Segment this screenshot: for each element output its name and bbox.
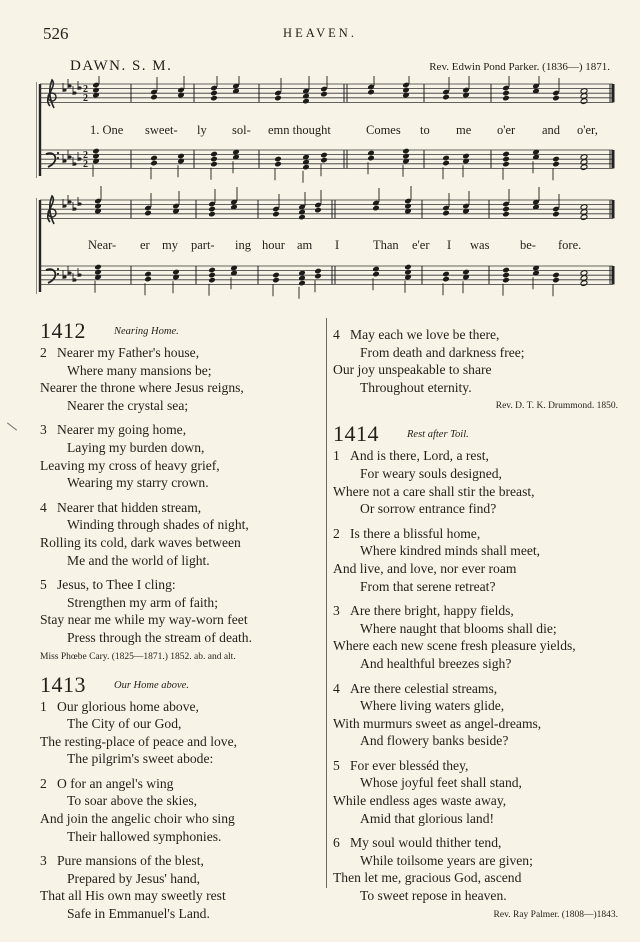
lyric-syllable: Near- [88, 238, 117, 252]
verse-line: Safe in Emmanuel's Land. [67, 906, 210, 922]
hymn-heading [333, 421, 618, 447]
verse-line: That all His own may sweetly rest [40, 888, 226, 904]
lyric-syllable: sweet- [145, 123, 178, 137]
hymn-number: 1412 [40, 318, 86, 343]
verse-line: The resting-place of peace and love, [40, 733, 238, 749]
verse-line: Laying my burden down, [67, 439, 205, 455]
lyric-syllable: fore. [558, 238, 582, 252]
author-credit: Miss Phœbe Cary. (1825—1871.) 1852. ab. and alt. [40, 651, 236, 662]
verse-line: 2 Is there a blissful home, [333, 525, 481, 541]
verse-line: Then let me, gracious God, ascend [333, 870, 522, 886]
stanza [333, 525, 618, 595]
verse-number: 6 [333, 835, 340, 851]
lyric-syllable: me [456, 123, 472, 137]
verse-line: Throughout eternity. [360, 379, 472, 395]
verse-line: To sweet repose in heaven. [360, 888, 507, 904]
verse-line: Where living waters glide, [360, 698, 505, 714]
verse-line: 4 Nearer that hidden stream, [40, 499, 202, 515]
verse-number: 3 [333, 603, 340, 619]
verse-line: While toilsome years are given; [360, 852, 533, 868]
verse-line: And join the angelic choir who sing [40, 811, 235, 827]
right-column [333, 326, 618, 930]
verse-line: Amid that glorious land! [360, 810, 495, 826]
verse-number: 4 [40, 499, 47, 515]
verse-line: 2 Nearer my Father's house, [40, 345, 200, 360]
stanza [40, 344, 322, 414]
verse-line: 5 For ever blesséd they, [333, 757, 469, 773]
running-head: HEAVEN. [283, 26, 357, 40]
verse-line: Wearing my starry crown. [67, 475, 209, 491]
hymn-number: 1414 [333, 421, 379, 447]
verse-number: 1 [40, 698, 47, 714]
lyric-syllable: hour [262, 238, 285, 252]
stanza [333, 326, 618, 396]
margin-mark [7, 422, 17, 430]
lyric-syllable: and [542, 123, 561, 137]
lyric-syllable: o'er, [577, 123, 598, 137]
lyric-syllable: ing [235, 238, 251, 252]
lyric-syllable: Than [373, 238, 399, 252]
hymn-title: Rest after Toil. [407, 429, 469, 441]
hymn-heading [40, 672, 322, 698]
stanza [333, 602, 618, 672]
lyric-syllable: er [140, 238, 150, 252]
left-column [40, 318, 322, 930]
hymn-block [333, 421, 618, 921]
hymn-title: Nearing Home. [114, 326, 179, 337]
hymn-heading [40, 318, 322, 344]
verse-line: The pilgrim's sweet abode: [67, 751, 214, 767]
verse-number: 2 [40, 775, 47, 791]
lyric-syllable: I [447, 238, 452, 252]
lyric-syllable: I [335, 238, 340, 252]
verse-number: 4 [333, 680, 340, 696]
verse-line: From that serene retreat? [360, 578, 496, 594]
lyric-syllable: sol- [232, 123, 251, 137]
lyric-syllable: am [297, 238, 313, 252]
stanza [333, 680, 618, 750]
verse-line: With murmurs sweet as angel-dreams, [333, 715, 542, 731]
stanza [40, 499, 322, 569]
verse-line: Nearer the throne where Jesus reigns, [40, 380, 244, 396]
verse-line: 4 Are there celestial streams, [333, 680, 498, 696]
verse-line: Their hallowed symphonies. [67, 828, 222, 844]
verse-line: Leaving my cross of heavy grief, [40, 457, 220, 473]
verse-line: Strengthen my arm of faith; [67, 594, 219, 610]
verse-number: 3 [40, 853, 47, 869]
lyric-syllable: be- [520, 238, 536, 252]
verse-line: Stay near me while my way-worn feet [40, 612, 248, 628]
verse-line: And live, and love, nor ever roam [333, 560, 517, 576]
verse-line: Where each new scene fresh pleasure yields, [333, 638, 576, 654]
music-score [36, 76, 616, 308]
verse-line: Nearer the crystal sea; [67, 397, 189, 413]
verse-line: Me and the world of light. [67, 552, 210, 568]
lyric-syllable: was [470, 238, 490, 252]
verse-line: 1 And is there, Lord, a rest, [333, 448, 489, 464]
verse-number: 5 [333, 757, 340, 773]
lyric-syllable: o'er [497, 123, 516, 137]
verse-line: From death and darkness free; [360, 344, 525, 360]
verse-line: 4 May each we love be there, [333, 327, 500, 342]
verse-line: 2 O for an angel's wing [40, 775, 174, 791]
verse-line: Press through the stream of death. [67, 629, 252, 645]
verse-line: Where many mansions be; [67, 362, 212, 378]
svg-text:2: 2 [83, 84, 88, 95]
hymn-block [40, 318, 322, 664]
verse-line: While endless ages waste away, [333, 793, 507, 809]
lyric-syllable: my [162, 238, 178, 252]
author-credit: Rev. D. T. K. Drummond. 1850. [495, 401, 618, 412]
verse-number: 2 [40, 345, 47, 360]
verse-line: And flowery banks beside? [360, 733, 509, 749]
stanza [40, 698, 322, 768]
verse-line: 6 My soul would thither tend, [333, 835, 502, 851]
verse-line: The City of our God, [67, 716, 182, 732]
lyric-syllable: part- [191, 238, 215, 252]
hymn-block [40, 672, 322, 923]
verse-number: 4 [333, 327, 340, 342]
stanza [333, 757, 618, 827]
verse-line: 3 Are there bright, happy fields, [333, 603, 514, 619]
verse-number: 1 [333, 448, 340, 464]
verse-line: Where not a care shall stir the breast, [333, 483, 535, 499]
lyric-syllable: Comes [366, 123, 401, 137]
stanza [40, 421, 322, 491]
verse-line: Or sorrow entrance find? [360, 501, 497, 517]
lyric-syllable: 1. One [90, 123, 124, 137]
hymn-number: 1413 [40, 671, 86, 697]
lyric-syllable: ly [197, 123, 207, 137]
verse-line: For weary souls designed, [360, 465, 502, 481]
verse-number: 5 [40, 577, 47, 593]
stanza [333, 834, 618, 904]
verse-number: 2 [333, 525, 340, 541]
page-header [0, 24, 640, 46]
verse-line: Where kindred minds shall meet, [360, 543, 541, 559]
author-credit: Rev. Ray Palmer. (1808—)1843. [493, 909, 618, 920]
tune-name: DAWN. S. M. [70, 58, 173, 74]
verse-number: 3 [40, 422, 47, 438]
verse-line: 1 Our glorious home above, [40, 698, 199, 714]
hymn-block [333, 326, 618, 413]
verse-line: Our joy unspeakable to share [333, 362, 492, 378]
verse-line: And healthful breezes sigh? [360, 655, 512, 671]
hymn-title: Our Home above. [114, 679, 189, 691]
column-divider [326, 318, 327, 888]
stanza [40, 852, 322, 922]
lyric-syllable: emn thought [268, 123, 331, 137]
verse-line: 5 Jesus, to Thee I cling: [40, 577, 176, 593]
stanza [40, 576, 322, 646]
svg-text:2: 2 [83, 93, 88, 104]
verse-line: Where naught that blooms shall die; [360, 620, 557, 636]
verse-line: Rolling its cold, dark waves between [40, 534, 241, 550]
verse-line: 3 Nearer my going home, [40, 422, 187, 438]
lyric-syllable: e'er [412, 238, 430, 252]
verse-line: To soar above the skies, [67, 793, 198, 809]
svg-text:2: 2 [83, 159, 88, 170]
verse-line: Winding through shades of night, [67, 517, 249, 533]
tune-composer: Rev. Edwin Pond Parker. (1836—) 1871. [429, 61, 610, 73]
stanza [333, 447, 618, 517]
verse-line: Prepared by Jesus' hand, [67, 870, 201, 886]
svg-text:2: 2 [83, 150, 88, 161]
lyric-syllable: to [420, 123, 430, 137]
page-number: 526 [43, 24, 69, 43]
stanza [40, 775, 322, 845]
verse-line: 3 Pure mansions of the blest, [40, 853, 204, 869]
verse-line: Whose joyful feet shall stand, [360, 775, 522, 791]
